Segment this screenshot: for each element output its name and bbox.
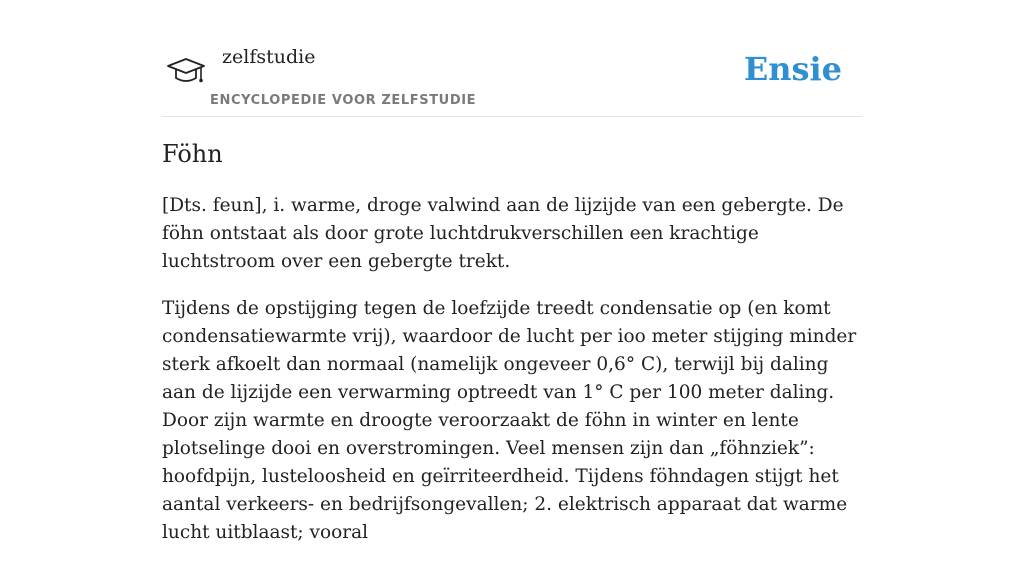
site-tagline: ENCYCLOPEDIE VOOR ZELFSTUDIE <box>210 93 477 108</box>
article-body <box>162 192 862 566</box>
article-paragraph: Tijdens de opstijging tegen de loefzijde treedt condensatie op (en komt condensatiewarmte vrij), waardoor de lucht per ioo meter stijging minder sterk afkoelt dan normaal (namelijk ongeveer 0,6° C), terwijl bij daling aan de lijzijde een verwarming optreedt van 1° C per 100 meter daling. Door zijn warmte en droogte veroorzaakt de föhn in winter en lente plotselinge dooi en overstromingen. Veel mensen zijn dan „föhnziek”: hoofdpijn, lusteloosheid en geïrriteerdheid. Tijdens föhndagen stijgt het aantal verkeers- en bedrijfsongevallen; 2. elektrisch apparaat dat warme lucht uitblaast; vooral <box>162 298 857 543</box>
site-header <box>162 0 862 117</box>
article-title: Föhn <box>162 140 223 168</box>
graduation-cap-icon[interactable] <box>166 54 206 90</box>
brand-logo[interactable]: Ensie <box>743 50 842 88</box>
site-name[interactable]: zelfstudie <box>222 46 316 68</box>
page <box>162 0 862 543</box>
article-paragraph: [Dts. feun], i. warme, droge valwind aan de lijzijde van een gebergte. De föhn ontstaat als door grote luchtdrukverschillen een krachtige luchtstroom over een gebergte trekt. <box>162 195 844 272</box>
